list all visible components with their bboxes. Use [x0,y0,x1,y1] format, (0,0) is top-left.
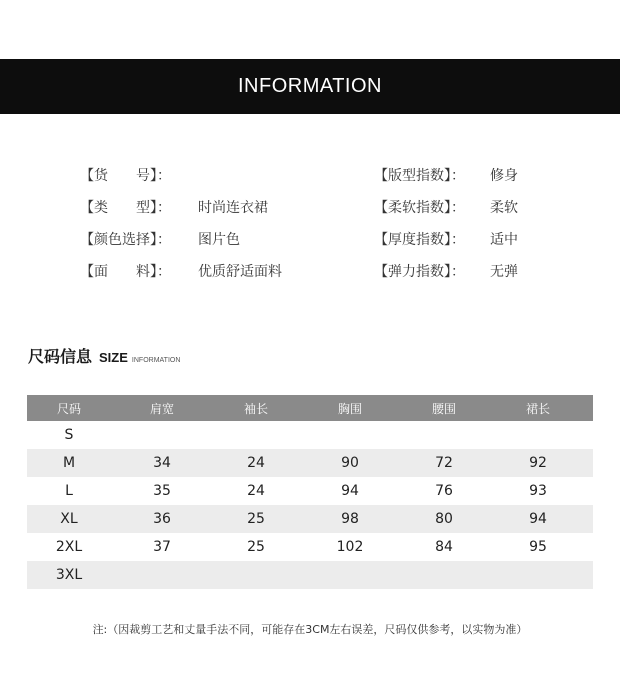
cell-waist: 84 [435,539,453,555]
table-row [27,533,593,561]
info-value: 无弹 [490,264,518,280]
table-row [27,477,593,505]
cell-waist: 72 [435,455,453,471]
cell-length [491,561,585,589]
cell-chest [303,421,397,449]
cell-sleeve [209,561,303,589]
cell-waist: 76 [435,483,453,499]
header-cell-chest: 胸围 [337,401,362,416]
header-cell-waist: 腰围 [431,401,456,416]
cell-waist [397,561,491,589]
information-banner [0,59,620,114]
measurement-note: 注:（因裁剪工艺和丈量手法不同，可能存在3CM左右误差，尺码仅供参考，以实物为准） [92,623,528,636]
cell-size: L [65,483,73,499]
size-title-en: SIZE [99,350,128,365]
banner-title: INFORMATION [237,75,382,97]
info-label: 【面 料】： [80,264,171,280]
cell-chest: 94 [341,483,359,499]
cell-size: 2XL [55,539,83,555]
cell-chest [303,561,397,589]
cell-length [491,421,585,449]
cell-length: 94 [529,511,547,527]
info-value: 图片色 [198,232,240,248]
info-label: 【厚度指数】： [374,232,465,248]
info-label: 【柔软指数】： [374,200,465,216]
cell-length: 95 [529,539,547,555]
info-value: 修身 [490,168,518,184]
cell-sleeve: 24 [247,483,265,499]
cell-shoulder: 37 [153,539,171,555]
table-row [27,449,593,477]
size-subtitle: INFORMATION [131,357,181,364]
size-table [27,395,593,589]
cell-shoulder [115,421,209,449]
size-title-cn: 尺码信息 [28,347,93,366]
cell-sleeve: 25 [247,511,265,527]
cell-size: 3XL [55,567,83,583]
cell-length: 93 [529,483,547,499]
info-value: 柔软 [490,200,518,216]
cell-chest: 90 [341,455,359,471]
cell-sleeve: 24 [247,455,265,471]
info-value: 时尚连衣裙 [198,200,268,216]
header-cell-length: 裙长 [525,401,550,416]
table-row [27,561,593,589]
cell-length: 92 [529,455,547,471]
info-label: 【类 型】： [80,200,171,216]
info-label: 【弹力指数】： [374,264,465,280]
table-row [27,421,593,449]
info-label: 【颜色选择】： [80,232,171,248]
size-section-heading [28,344,180,367]
cell-size: M [62,455,76,471]
cell-waist [397,421,491,449]
header-cell-sleeve: 袖长 [243,401,268,416]
cell-sleeve [209,421,303,449]
info-label: 【版型指数】： [374,168,465,184]
table-row [27,505,593,533]
cell-shoulder: 34 [153,455,171,471]
cell-size: S [64,427,74,443]
cell-chest: 98 [341,511,359,527]
cell-shoulder: 36 [153,511,171,527]
info-label: 【货 号】： [80,168,171,184]
header-cell-size: 尺码 [56,401,81,416]
cell-waist: 80 [435,511,453,527]
cell-shoulder: 35 [153,483,171,499]
header-cell-shoulder: 肩宽 [149,401,174,416]
cell-shoulder [115,561,209,589]
info-value: 适中 [490,232,518,248]
cell-size: XL [60,511,78,527]
info-value: 优质舒适面料 [198,264,282,280]
table-header-row [27,395,593,421]
cell-chest: 102 [336,539,364,555]
cell-sleeve: 25 [247,539,265,555]
